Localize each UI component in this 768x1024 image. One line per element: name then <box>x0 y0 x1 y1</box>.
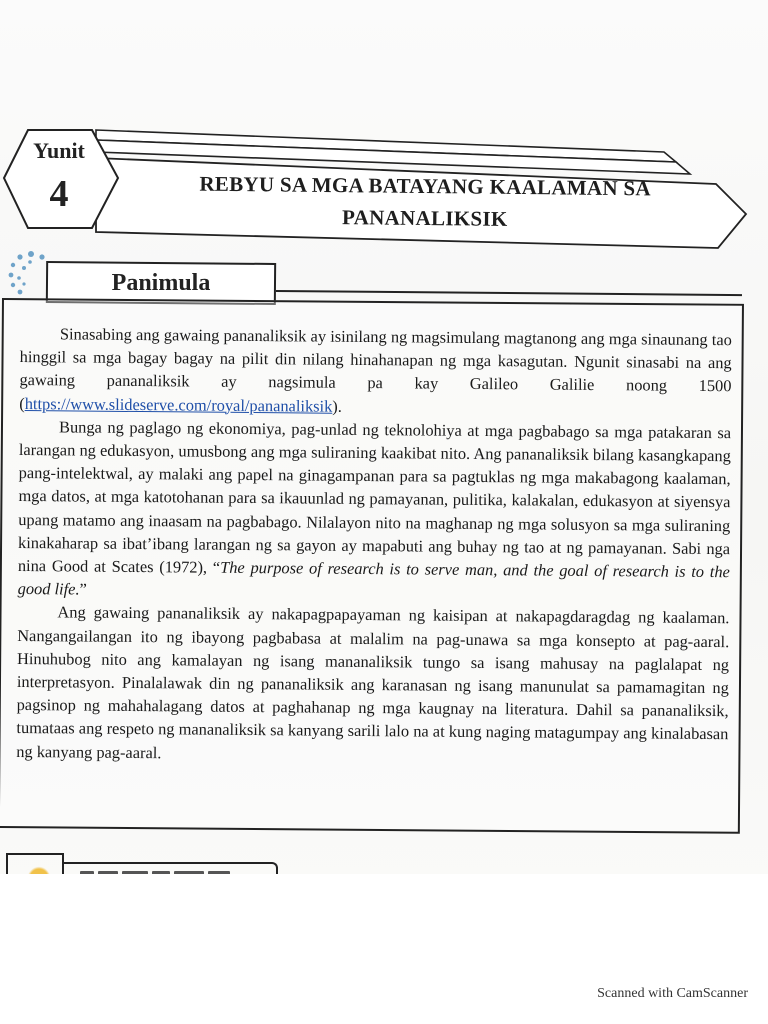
section-rule <box>276 290 742 296</box>
unit-title <box>170 167 681 236</box>
unit-label: Yunit <box>33 138 85 163</box>
paragraph-1-text: Sinasabing ang gawaing pananaliksik ay isinilang ng magsimulang magtanong ang mga sinaunang tao hinggil sa mga bagay bagay na pilit din nilang hinahanapan ng mga kasagutan. Ngunit sinasabi na ang gawaing pananaliksik ay nagsimula pa kay Galileo Galilie noong 1500 ( <box>19 324 732 413</box>
unit-title-line-1: REBYU SA MGA BATAYANG KAALAMAN SA <box>199 171 652 201</box>
paragraph-2 <box>18 415 732 607</box>
research-quote: The purpose of research is to serve man, and the goal of research is to the good life. <box>17 557 730 599</box>
unit-number: 4 <box>49 173 69 215</box>
next-section-title-partial <box>80 864 280 874</box>
section-title: Panimula <box>111 270 211 296</box>
paragraph-1-end: ). <box>332 396 342 416</box>
unit-title-line-2: PANANALIKSIK <box>342 205 508 231</box>
scanner-watermark: Scanned with CamScanner <box>597 986 748 1001</box>
paragraph-2-text: Bunga ng paglago ng ekonomiya, pag-unlad ng teknolohiya at mga pagbabago sa mga patakaran sa larangan ng edukasyon, umusbong ang mga suliraning kaakibat nito. Ang pananaliksik bilang kasangkapang pang-intelektwal, ay malaki ang papel na ginagampanan para sa pagtuklas ng mga makabagong kaalaman, mga datos, at mga katotohanan para sa ikauunlad ng pamayanan, pulitika, kalakalan, edukasyon at siyensya upang matamo ang inaasam na pagbabago. Nilalayon nito na maghanap ng mga solusyon sa mga suliraning kinakaharap sa ibat’ibang larangan ng sa gayon ay mapabuti ang buhay ng tao at ng pamayanan. Sabi nga nina Good at Scates (1972), “ <box>17 417 732 577</box>
section-content <box>16 322 732 769</box>
paragraph-1 <box>19 322 732 421</box>
paragraph-2-end: ” <box>79 579 87 599</box>
paragraph-3: Ang gawaing pananaliksik ay nakapagpapayaman ng kaisipan at nakapagdaragdag ng kaalaman. Nangangailangan ito ng ibayong pagbabasa at malalim na pag-unawa sa mga konsepto at pag-aaral. Hinuhubog nito ang kamalayan ng isang mananaliksik tungo sa isang mahusay na paglalapat ng interpretasyon. Pinalalawak din ng pananaliksik ang karanasan ng isang manunulat sa pamamagitan ng pagsinop ng mahahalagang datos at paghahanap ng mga kaugnay na literatura. Dahil sa pananaliksik, tumataas ang respeto ng mananaliksik sa kanyang sarili lalo na at kung naging matagumpay ang kinalabasan ng kanyang pag-aaral. <box>16 602 730 762</box>
source-link[interactable]: https://www.slideserve.com/royal/pananaliksik <box>24 393 333 416</box>
